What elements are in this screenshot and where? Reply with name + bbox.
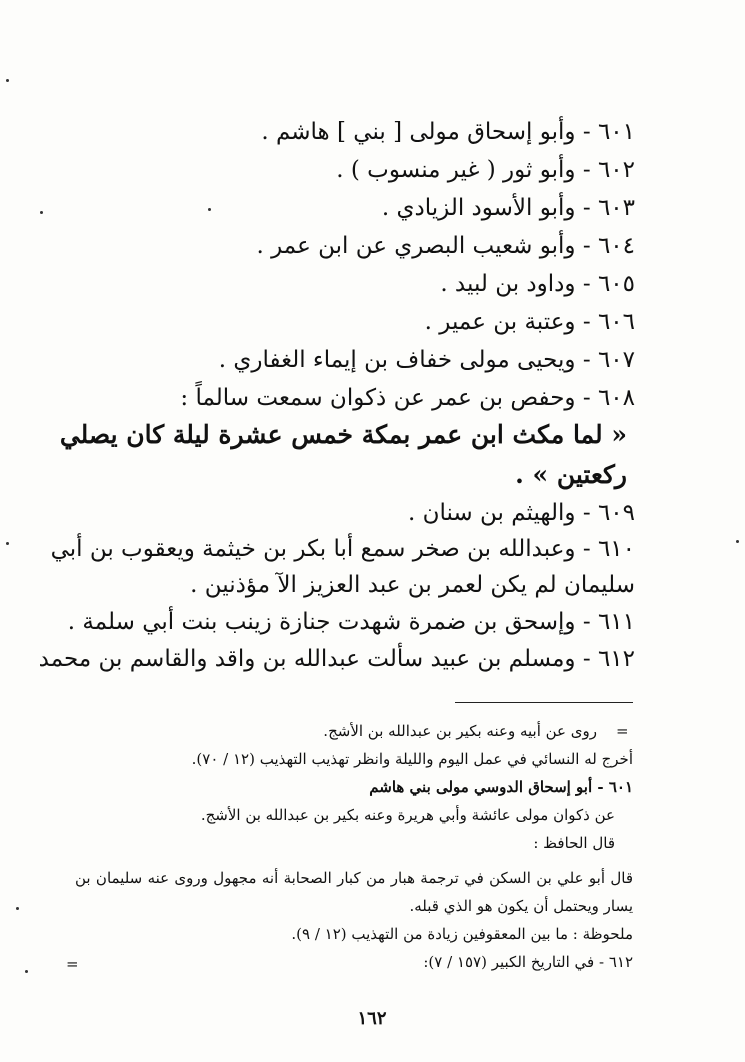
entry-separator: - (582, 536, 591, 562)
entry-separator: - (582, 233, 591, 259)
scan-speck (16, 907, 19, 910)
entry-608 (180, 379, 635, 417)
entry-separator: - (582, 646, 591, 672)
entry-number: ٦٠٨ (597, 385, 635, 411)
entry-separator: - (582, 309, 591, 335)
entry-number: ٦٠١ (597, 119, 635, 145)
entry-separator: - (582, 271, 591, 297)
entry-number: ٦١٢ (597, 646, 635, 672)
entry-605 (300, 265, 635, 303)
entry-number: ٦٠٩ (597, 500, 635, 526)
footnote-line-1: روى عن أبيه وعنه بكير بن عبدالله بن الأشج. (323, 722, 597, 740)
entry-number: ٦٠٥ (597, 271, 635, 297)
entry-text: وحفص بن عمر عن ذكوان سمعت سالماً : (180, 385, 576, 411)
entry-text: وأبو شعيب البصري عن ابن عمر . (256, 233, 576, 259)
entry-606 (300, 303, 635, 341)
entry-separator: - (582, 195, 591, 221)
entry-separator: - (582, 119, 591, 145)
entry-607 (218, 341, 635, 379)
entry-601 (261, 113, 635, 151)
quote-line-1: « لما مكث ابن عمر بمكة خمس عشرة ليلة كان يصلي (59, 420, 627, 449)
entry-separator: - (582, 347, 591, 373)
entry-text: وأبو إسحاق مولى [ بني ] هاشم . (261, 119, 576, 145)
entry-612 (38, 640, 635, 678)
scan-speck (25, 970, 28, 973)
footnote-line-3: ٦٠١ - أبو إسحاق الدوسي مولى بني هاشم (369, 778, 633, 796)
entry-text: وإسحق بن ضمرة شهدت جنازة زينب بنت أبي سلمة . (67, 609, 576, 635)
entry-number: ٦٠٧ (597, 347, 635, 373)
page-number: ١٦٢ (357, 1008, 387, 1029)
entry-603 (300, 189, 635, 227)
entry-611 (67, 603, 635, 641)
entry-text: ومسلم بن عبيد سألت عبدالله بن واقد والقاسم بن محمد (38, 646, 576, 672)
footnote-separator-rule (455, 702, 633, 703)
entry-609 (300, 494, 635, 532)
footnote-line-9: ٦١٢ - في التاريخ الكبير (١٥٧ / ٧): (423, 953, 633, 971)
footnote-trailing-mark: = (66, 955, 79, 973)
entry-separator: - (582, 157, 591, 183)
scan-speck (208, 208, 211, 211)
footnote-continuation-mark: = (616, 722, 629, 740)
scan-speck (40, 211, 43, 214)
entry-text: وعبدالله بن صخر سمع أبا بكر بن خيثمة ويعقوب بن أبي (50, 536, 576, 562)
footnote-line-6: قال أبو علي بن السكن في ترجمة هبار من كبار الصحابة أنه مجهول وروى عنه سليمان بن (75, 869, 633, 887)
footnote-line-4: عن ذكوان مولى عائشة وأبي هريرة وعنه بكير بن عبدالله بن الأشج. (200, 806, 615, 824)
entry-number: ٦١١ (597, 609, 635, 635)
entry-text: ويحيى مولى خفاف بن إيماء الغفاري . (218, 347, 576, 373)
entry-number: ٦١٠ (597, 536, 635, 562)
entry-number: ٦٠٦ (597, 309, 635, 335)
footnote-line-8: ملحوظة : ما بين المعقوفين زيادة من التهذيب (١٢ / ٩). (291, 925, 633, 943)
entry-610 (50, 530, 635, 568)
entry-602 (300, 151, 635, 189)
entry-number: ٦٠٢ (597, 157, 635, 183)
entry-separator: - (582, 500, 591, 526)
entry-text: وعتبة بن عمير . (424, 309, 576, 335)
footnote-line-2: أخرج له النسائي في عمل اليوم والليلة وانظر تهذيب التهذيب (١٢ / ٧٠). (191, 750, 633, 768)
footnote-line-5: قال الحافظ : (533, 834, 615, 852)
quote-line-2: ركعتين » . (515, 460, 627, 489)
entry-text: وداود بن لبيد . (440, 271, 576, 297)
entry-separator: - (582, 385, 591, 411)
entry-text: والهيثم بن سنان . (407, 500, 576, 526)
scan-speck (6, 542, 9, 545)
entry-text: وأبو ثور ( غير منسوب ) . (336, 157, 576, 183)
entry-separator: - (582, 609, 591, 635)
footnote-line-7: يسار ويحتمل أن يكون هو الذي قبله. (409, 897, 633, 915)
entry-604 (256, 227, 635, 265)
entry-number: ٦٠٣ (597, 195, 635, 221)
entry-number: ٦٠٤ (597, 233, 635, 259)
scan-speck (736, 540, 739, 543)
entry-text: وأبو الأسود الزيادي . (381, 195, 576, 221)
scan-speck (6, 79, 9, 82)
entry-610-continuation: سليمان لم يكن لعمر بن عبد العزيز الآ مؤذنين . (190, 572, 635, 598)
